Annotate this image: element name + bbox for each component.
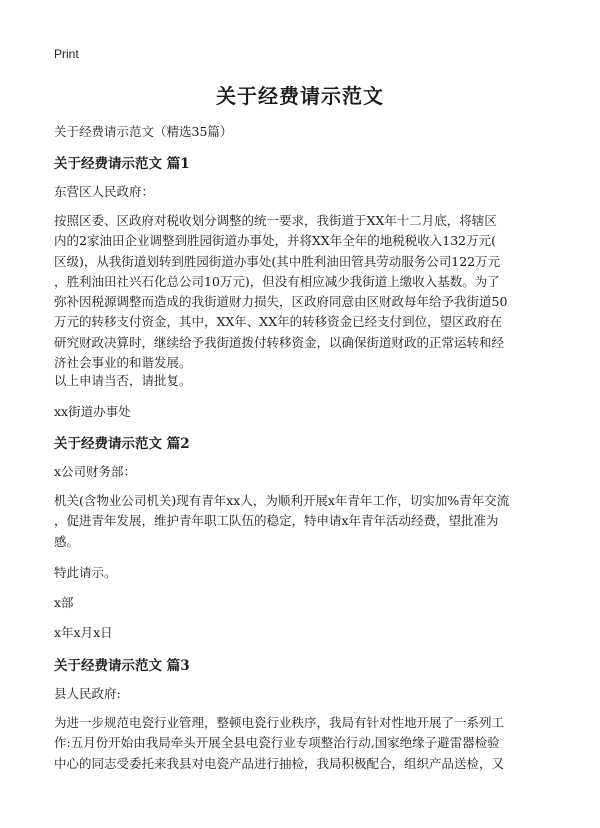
section-3-body xyxy=(54,713,546,774)
section-2-body xyxy=(54,491,546,552)
section-2-closing: 特此请示。 xyxy=(54,565,117,580)
section-1-closing: 以上申请当否，请批复。 xyxy=(54,373,192,388)
body-line: 感。 xyxy=(54,533,80,549)
section-2-date: x年x月x日 xyxy=(54,625,113,640)
body-line: 机关(含物业公司机关)现有青年xx人，为顺利开展x年青年工作，切实加%青年交流 xyxy=(54,493,510,508)
document-title: 关于经费请示范文 xyxy=(216,84,384,108)
body-line: 研究财政决算时，继续给予我街道拨付转移资金，以确保街道财政的正常运转和经 xyxy=(54,334,505,350)
body-line: 济社会事业的和谐发展。 xyxy=(54,355,192,371)
section-1-heading: 关于经费请示范文 篇1 xyxy=(54,156,190,172)
body-line: 作:五月份开始由我局牵头开展全县电瓷行业专项整治行动,国家绝缘子避雷器检验 xyxy=(54,735,500,751)
body-line: 区级)，从我街道划转到胜园街道办事处(其中胜利油田管具劳动服务公司122万元 xyxy=(54,253,501,269)
section-3-heading: 关于经费请示范文 篇3 xyxy=(54,658,190,674)
body-line: 万元的转移支付资金，其中，XX年、XX年的转移资金已经支付到位，望区政府在 xyxy=(54,314,503,330)
body-line: 为进一步规范电瓷行业管理，整顿电瓷行业秩序，我局有针对性地开展了一系列工 xyxy=(54,715,505,730)
body-line: ，促进青年发展，维护青年职工队伍的稳定，特申请x年青年活动经费，望批准为 xyxy=(54,513,499,529)
section-3-addressee: 县人民政府: xyxy=(54,686,121,701)
section-2-heading: 关于经费请示范文 篇2 xyxy=(54,436,190,452)
body-line: 按照区委、区政府对税收划分调整的统一要求，我街道于XX年十二月底，将辖区 xyxy=(54,213,497,228)
document-subtitle: 关于经费请示范文（精选35篇） xyxy=(54,124,233,139)
section-1-body xyxy=(54,211,546,373)
section-2-addressee: x公司财务部： xyxy=(54,464,137,479)
body-line: ，胜利油田社兴石化总公司10万元)，但没有相应减少我街道上缴收入基数。为了 xyxy=(54,273,500,289)
section-1-signature: xx街道办事处 xyxy=(54,404,131,419)
section-2-signature: x部 xyxy=(54,595,74,610)
body-line: 中心的同志受委托来我县对电瓷产品进行抽检，我局积极配合，组织产品送检，又 xyxy=(54,755,505,771)
body-line: 内的2家油田企业调整到胜园街道办事处，并将XX年全年的地税税收入132万元( xyxy=(54,233,496,249)
print-label[interactable]: Print xyxy=(54,47,79,61)
body-line: 弥补因税源调整而造成的我街道财力损失，区政府同意由区财政每年给予我街道50 xyxy=(54,294,508,310)
section-1-addressee: 东营区人民政府： xyxy=(54,184,155,199)
